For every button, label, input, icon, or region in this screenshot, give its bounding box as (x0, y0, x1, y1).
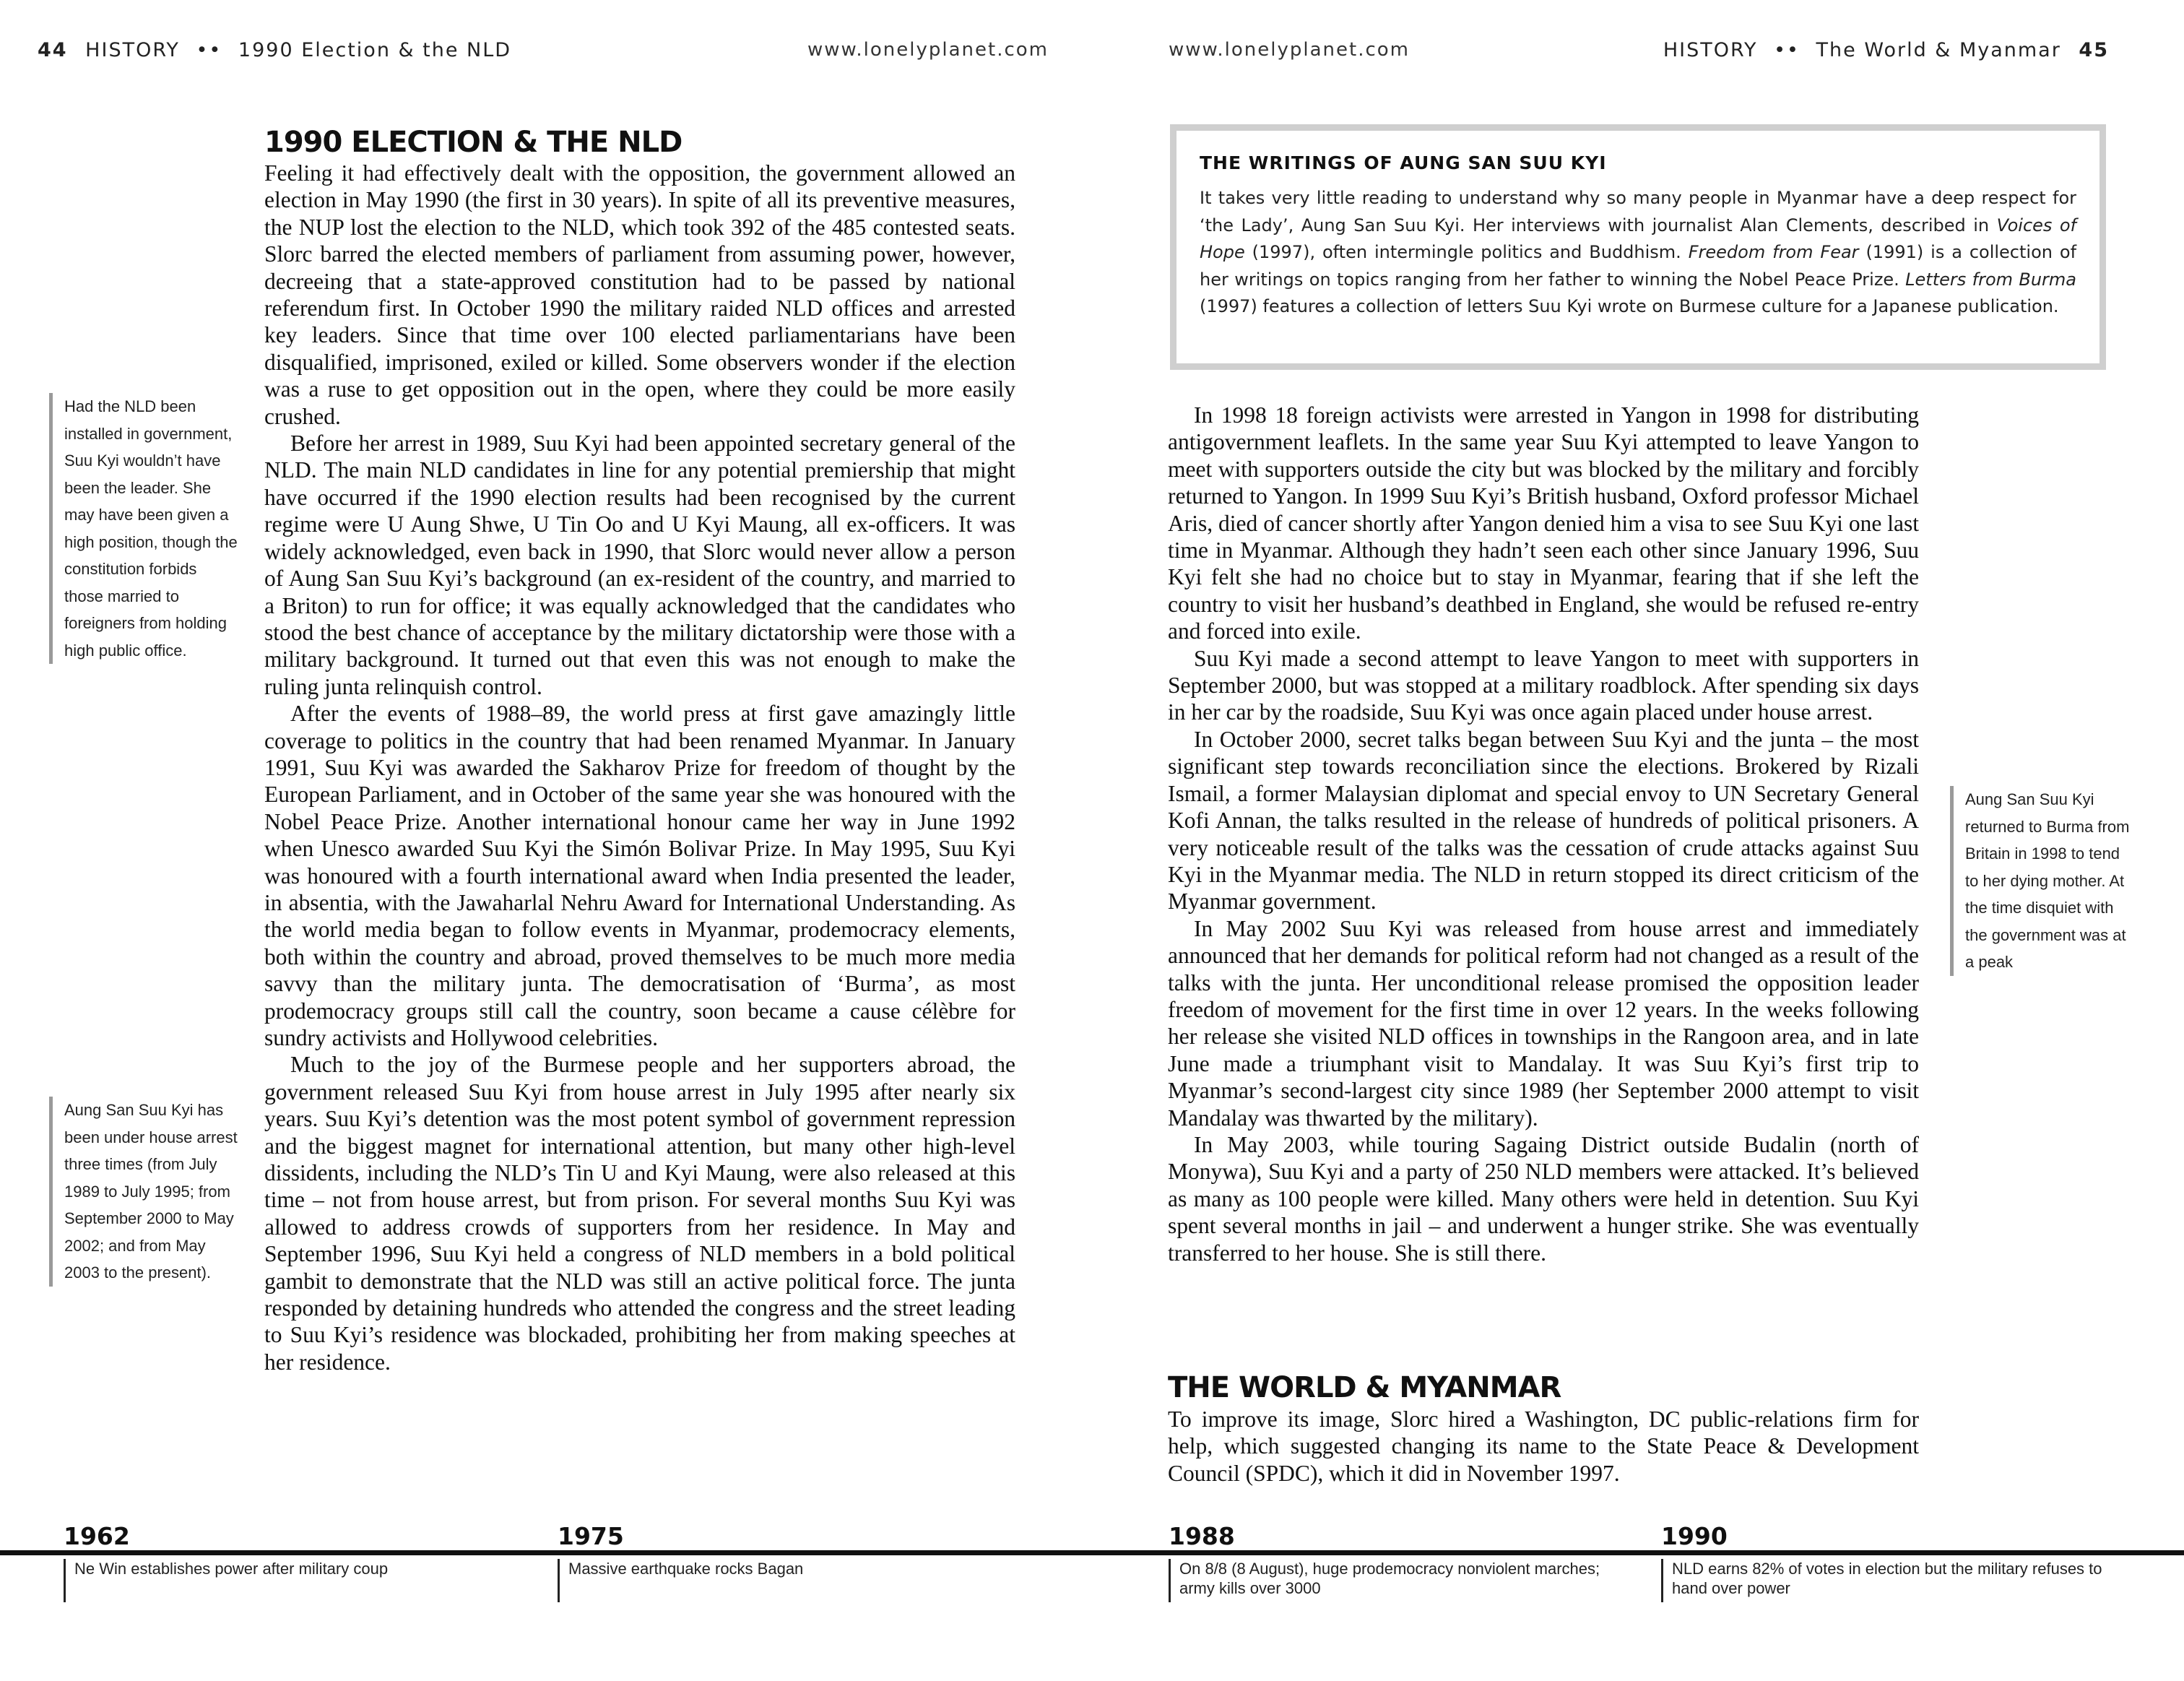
timeline-text: Massive earthquake rocks Bagan (558, 1559, 1020, 1602)
right-paragraph: Suu Kyi made a second attempt to leave Yangon to meet with supporters in September 2000, but was stopped at a military roadblock. After spending six days in her car by the roadside, Suu Kyi was once again placed under house arrest. (1168, 645, 1919, 725)
right-paragraph: In May 2003, while touring Sagaing District outside Budalin (north of Monywa), Suu Kyi and a party of 250 NLD members were attacked. It’s believed as many as 100 people were killed. Many others were held in detention. Suu Kyi spent several months in jail – and underwent a hunger strike. She was eventually transferred to her house. She is still there. (1168, 1131, 1919, 1266)
right-url: www.lonelyplanet.com (1169, 39, 1410, 61)
left-paragraph: After the events of 1988–89, the world press at first gave amazingly little coverage to politics in the country that had been renamed Myanmar. In January 1991, Suu Kyi was awarded the Sakharov Prize for freedom of thought by the European Parliament, and in October of the same year she was honoured with the Nobel Peace Prize. Another international honour came her way in June 1992 when Unesco awarded Suu Kyi the Simón Bolivar Prize. In May 1995, Suu Kyi was honoured with a fourth international award when India presented the leader, in absentia, with the Jawaharlal Nehru Award for International Understanding. As the world media began to follow events in Myanmar, prodemocracy elements, both within the country and abroad, proved themselves to be much more media savvy than the military junta. The democratisation of ‘Burma’, as most prodemocracy groups still call the country, soon became a cause célèbre for sundry activists and Hollywood celebrities. (264, 701, 1015, 1050)
right-body (1168, 402, 1919, 1266)
right-head-separator: •• (1774, 39, 1800, 61)
boxout-text (1200, 185, 2076, 321)
right-running-head (1663, 39, 2109, 61)
left-head-separator: •• (196, 39, 222, 61)
timeline-year: 1990 (1661, 1522, 1728, 1550)
timeline-entry (558, 1523, 1020, 1602)
left-url: www.lonelyplanet.com (807, 39, 1049, 61)
timeline-text: On 8/8 (8 August), huge prodemocracy nonviolent marches; army kills over 3000 (1169, 1559, 1631, 1602)
boxout-writings (1170, 124, 2106, 370)
timeline-year: 1975 (558, 1522, 624, 1550)
world-body (1168, 1406, 1919, 1487)
left-section-label: HISTORY (85, 39, 180, 61)
timeline-text: NLD earns 82% of votes in election but the military refuses to hand over power (1661, 1559, 2131, 1602)
left-section-heading: 1990 ELECTION & THE NLD (264, 126, 682, 159)
timeline-text: Ne Win establishes power after military coup (64, 1559, 526, 1602)
right-section-label: HISTORY (1663, 39, 1758, 61)
left-running-head (38, 39, 511, 61)
left-paragraph: Before her arrest in 1989, Suu Kyi had been appointed secretary general of the NLD. The main NLD candidates in line for any potential premiership that might have occurred if the 1990 election results had been recognised by the current regime were U Aung Shwe, U Tin Oo and U Kyi Maung, all ex-officers. It was widely acknowledged, even back in 1990, that Slorc would never allow a person of Aung San Suu Kyi’s background (an ex-resident of the country, and married to a Briton) to run for office; it was equally acknowledged that the candidates who stood the best chance of acceptance by the military dictatorship were those with a military background. It turned out that even this was not enough to make the ruling junta relinquish control. (264, 431, 1015, 699)
right-sidenote: Aung San Suu Kyi returned to Burma from Britain in 1998 to tend to her dying mother. At the time disquiet with the government was at a peak (1950, 786, 2131, 976)
right-paragraph: In October 2000, secret talks began between Suu Kyi and the junta – the most significant step towards reconciliation since the elections. Brokered by Rizali Ismail, a former Malaysian diplomat and special envoy to UN Secretary General Kofi Annan, the talks resulted in the release of hundreds of political prisoners. A very noticeable result of the talks was the cessation of crude attacks against Suu Kyi in the Myanmar media. The NLD in return stopped its direct criticism of the Myanmar government. (1168, 726, 1919, 915)
boxout-text-part: (1991) is a collection of her writings on topics ranging from her father to winning the Nobel Peace Prize. (1200, 242, 2077, 290)
timeline-entry (1169, 1523, 1631, 1602)
left-sidenote-1: Had the NLD been installed in government, Suu Kyi wouldn’t have been the leader. She may have been given a high position, though the constitution forbids those married to foreigners from holding high public office. (49, 393, 238, 664)
timeline-year: 1988 (1169, 1522, 1235, 1550)
right-page-number: 45 (2079, 39, 2109, 61)
boxout-text-part: (1997), often intermingle politics and Buddhism. (1244, 242, 1689, 262)
right-paragraph: In May 2002 Suu Kyi was released from house arrest and immediately announced that her demands for political reform had not changed as a result of the talks with the junta. Her unconditional release promised the opposition leader freedom of movement for the first time in over 12 years. In the weeks following her release she visited NLD offices in townships in the Rangoon area, and in late June made a triumphant visit to Mandalay. It was Suu Kyi’s first trip to Myanmar’s second-largest city since 1989 (her September 2000 attempt to visit Mandalay was thwarted by the military). (1168, 915, 1919, 1131)
timeline-entry (1661, 1523, 2131, 1602)
right-section-heading: THE WORLD & MYANMAR (1168, 1371, 1561, 1404)
world-paragraph: To improve its image, Slorc hired a Washington, DC public-relations firm for help, which suggested changing its name to the State Peace & Development Council (SPDC), which it did in November 1997. (1168, 1406, 1919, 1486)
timeline-year: 1962 (64, 1522, 130, 1550)
right-paragraph: In 1998 18 foreign activists were arrested in Yangon in 1998 for distributing antigovernment leaflets. In the same year Suu Kyi attempted to leave Yangon to meet with supporters outside the city but was blocked by the military and forcibly returned to Yangon. In 1999 Suu Kyi’s British husband, Oxford professor Michael Aris, died of cancer shortly after Yangon denied him a visa to see Suu Kyi one last time in Myanmar. Although they hadn’t seen each other since January 1996, Suu Kyi felt she had no choice but to stay in Myanmar, fearing that if she left the country to visit her husband’s deathbed in England, she would be refused re-entry and forced into exile. (1168, 402, 1919, 644)
left-sidenote-2: Aung San Suu Kyi has been under house arrest three times (from July 1989 to July 1995; from September 2000 to May 2002; and from May 2003 to the present). (49, 1097, 238, 1287)
boxout-text-part: (1997) features a collection of letters Suu Kyi wrote on Burmese culture for a Japanese publication. (1200, 296, 2059, 316)
left-paragraph: Feeling it had effectively dealt with the opposition, the government allowed an election in May 1990 (the first in 30 years). In spite of all its preventive measures, the NUP lost the election to the NLD, which took 392 of the 485 contested seats. Slorc barred the elected members of parliament from assuming power, however, decreeing that a state-approved constitution had to be passed by national referendum first. In October 1990 the military raided NLD offices and arrested key leaders. Since that time over 100 elected parliamentarians have been disqualified, imprisoned, exiled or killed. Some observers wonder if the election was a ruse to get opposition out in the open, where they could be more easily crushed. (264, 160, 1015, 429)
boxout-text-part: It takes very little reading to understand why so many people in Myanmar have a deep respect for ‘the Lady’, Aung San Suu Kyi. Her interviews with journalist Alan Clements, described in (1200, 188, 2076, 235)
left-paragraph: Much to the joy of the Burmese people and her supporters abroad, the government released Suu Kyi from house arrest in July 1995 after nearly six years. Suu Kyi’s detention was the most potent symbol of government repression and the biggest magnet for international attention, but many other high-level dissidents, including the NLD’s Tin U and Kyi Maung, were also released at this time – not from house arrest, but from prison. For several months Suu Kyi was allowed to address crowds of supporters from her residence. In May and September 1996, Suu Kyi held a congress of NLD members in a bold political gambit to demonstrate that the NLD was still an active political force. The junta responded by detaining hundreds who attended the congress and the street leading to Suu Kyi’s residence was blockaded, prohibiting her from making speeches at her residence. (264, 1052, 1015, 1375)
right-subsection-label: The World & Myanmar (1816, 39, 2061, 61)
boxout-book-title: Freedom from Fear (1688, 242, 1859, 262)
boxout-book-title: Letters from Burma (1905, 269, 2076, 290)
left-body (264, 160, 1015, 1375)
left-page-number: 44 (38, 39, 68, 61)
timeline-entry (64, 1523, 526, 1602)
boxout-book-title: Voices of Hope (1200, 215, 2077, 262)
boxout-title: THE WRITINGS OF AUNG SAN SUU KYI (1200, 152, 1607, 173)
left-subsection-label: 1990 Election & the NLD (238, 39, 512, 61)
